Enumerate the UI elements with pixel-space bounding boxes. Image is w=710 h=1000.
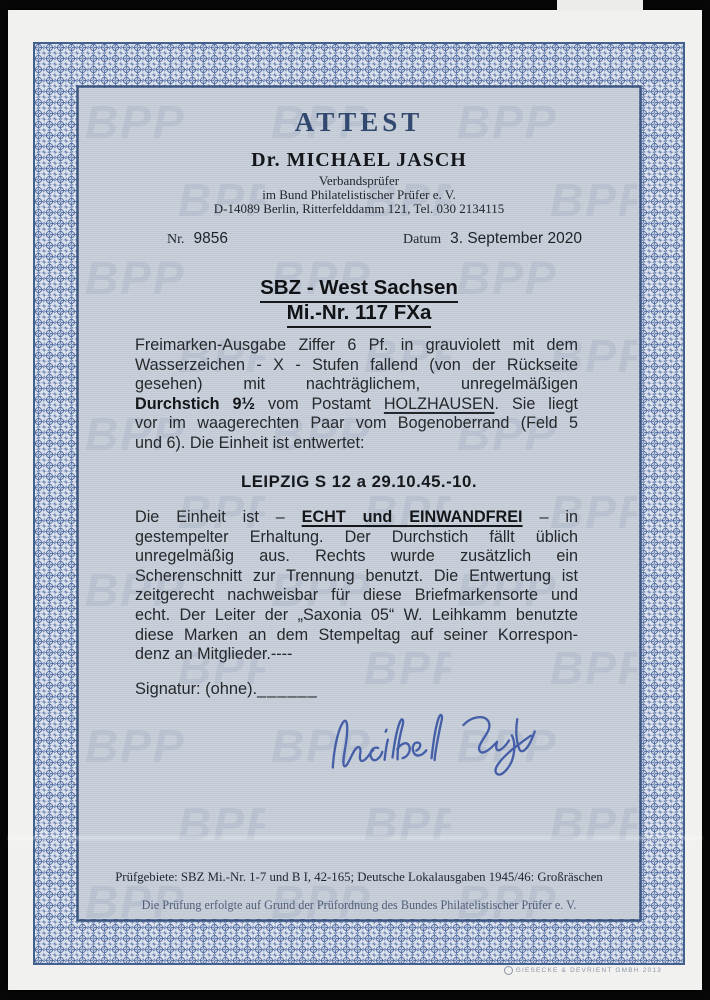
text-segment: Die Einheit ist – bbox=[135, 508, 302, 526]
text-line bbox=[135, 567, 578, 587]
date-value: 3. September 2020 bbox=[450, 230, 582, 247]
text-line bbox=[135, 434, 578, 454]
text-segment: vor im waagerechten Paar vom Bogenoberrand (Feld 5 bbox=[135, 414, 578, 433]
subject-text-1: SBZ - West Sachsen bbox=[260, 276, 458, 303]
paper-edge-notch bbox=[557, 0, 643, 11]
text-segment: Durchstich 9½ bbox=[135, 394, 256, 413]
association-line: im Bund Philatelistischer Prüfer e. V. bbox=[262, 187, 456, 202]
text-segment: gestempelter Erhaltung. Der Durchstich fällt üblich bbox=[135, 527, 578, 546]
signature-note-label: Signatur: (ohne). bbox=[135, 680, 258, 698]
paper-fold-crease bbox=[8, 836, 702, 840]
text-segment: ECHT und EINWANDFREI bbox=[301, 508, 523, 526]
text-segment: denz an Mitglieder.---- bbox=[135, 645, 293, 664]
text-segment: Freimarken-Ausgabe Ziffer 6 Pf. in grauviolett mit dem bbox=[135, 336, 578, 354]
text-segment: und 6). Die Einheit ist entwertet: bbox=[135, 433, 365, 452]
text-line bbox=[135, 586, 578, 606]
text-segment: gesehen) mit nachträglichem, unregelmäßigen bbox=[135, 375, 578, 394]
printer-logo-icon bbox=[504, 966, 513, 975]
printer-imprint-text: GIESECKE & DEVRIENT GMBH 2013 bbox=[515, 967, 662, 974]
text-line bbox=[135, 645, 578, 665]
printer-imprint bbox=[504, 966, 662, 975]
date-label: Datum bbox=[403, 232, 442, 247]
text-segment: diese Marken an dem Stempeltag auf seiner Korrespon- bbox=[135, 625, 578, 644]
signature-stroke-first-name bbox=[331, 715, 443, 768]
signature-note-line bbox=[135, 680, 318, 699]
text-line bbox=[135, 414, 578, 434]
signature-stroke-last-name bbox=[463, 715, 536, 776]
cancellation-line: LEIPZIG S 12 a 29.10.45.-10. bbox=[240, 472, 477, 491]
text-line bbox=[135, 626, 578, 646]
text-line bbox=[135, 395, 578, 415]
handwritten-signature bbox=[316, 688, 554, 796]
footer-legal-line: Die Prüfung erfolgte auf Grund der Prüfordnung des Bundes Philatelistischer Prüfer e. V. bbox=[141, 898, 577, 912]
text-segment: Wasserzeichen - X - Stufen fallend (von der Rückseite bbox=[135, 355, 578, 374]
subject-text-2: Mi.-Nr. 117 FXa bbox=[287, 301, 432, 328]
text-line bbox=[135, 356, 578, 376]
certificate-date bbox=[403, 230, 582, 248]
subject-line-1 bbox=[79, 276, 639, 303]
text-segment: – in bbox=[522, 508, 578, 526]
description-paragraph bbox=[135, 336, 578, 454]
text-line bbox=[135, 606, 578, 626]
number-value: 9856 bbox=[193, 230, 228, 247]
text-line bbox=[135, 547, 578, 567]
text-segment: echt. Der Leiter der „Saxonia 05“ W. Leihkamm benutzte bbox=[135, 605, 578, 624]
certificate-number bbox=[167, 230, 228, 248]
text-segment: . Sie liegt bbox=[494, 394, 578, 413]
address-line: D-14089 Berlin, Ritterfelddamm 121, Tel. 030 2134115 bbox=[213, 201, 505, 216]
signature-blank-line: ______ bbox=[257, 680, 318, 698]
footer-test-areas: Prüfgebiete: SBZ Mi.-Nr. 1-7 und B I, 42-165; Deutsche Lokalausgaben 1945/46: Großräschen bbox=[115, 870, 603, 884]
text-segment: HOLZHAUSEN bbox=[383, 394, 495, 413]
text-segment: unregelmäßig aus. Rechts wurde zusätzlich ein bbox=[135, 547, 578, 566]
text-line bbox=[135, 528, 578, 548]
subject-line-2 bbox=[79, 301, 639, 328]
text-segment: vom Postamt bbox=[255, 394, 384, 413]
expert-role: Verbandsprüfer bbox=[318, 173, 400, 188]
number-label: Nr. bbox=[167, 232, 185, 247]
text-line bbox=[135, 375, 578, 395]
text-line bbox=[135, 508, 578, 528]
verdict-paragraph bbox=[135, 508, 578, 665]
doc-type-title: ATTEST bbox=[294, 107, 424, 137]
text-line bbox=[135, 336, 578, 356]
expert-name: Dr. MICHAEL JASCH bbox=[251, 149, 467, 171]
text-segment: zeitgerecht nachweisbar für diese Briefmarkensorte und bbox=[135, 586, 578, 605]
text-segment: Scherenschnitt zur Trennung benutzt. Die Entwertung ist bbox=[135, 566, 578, 585]
